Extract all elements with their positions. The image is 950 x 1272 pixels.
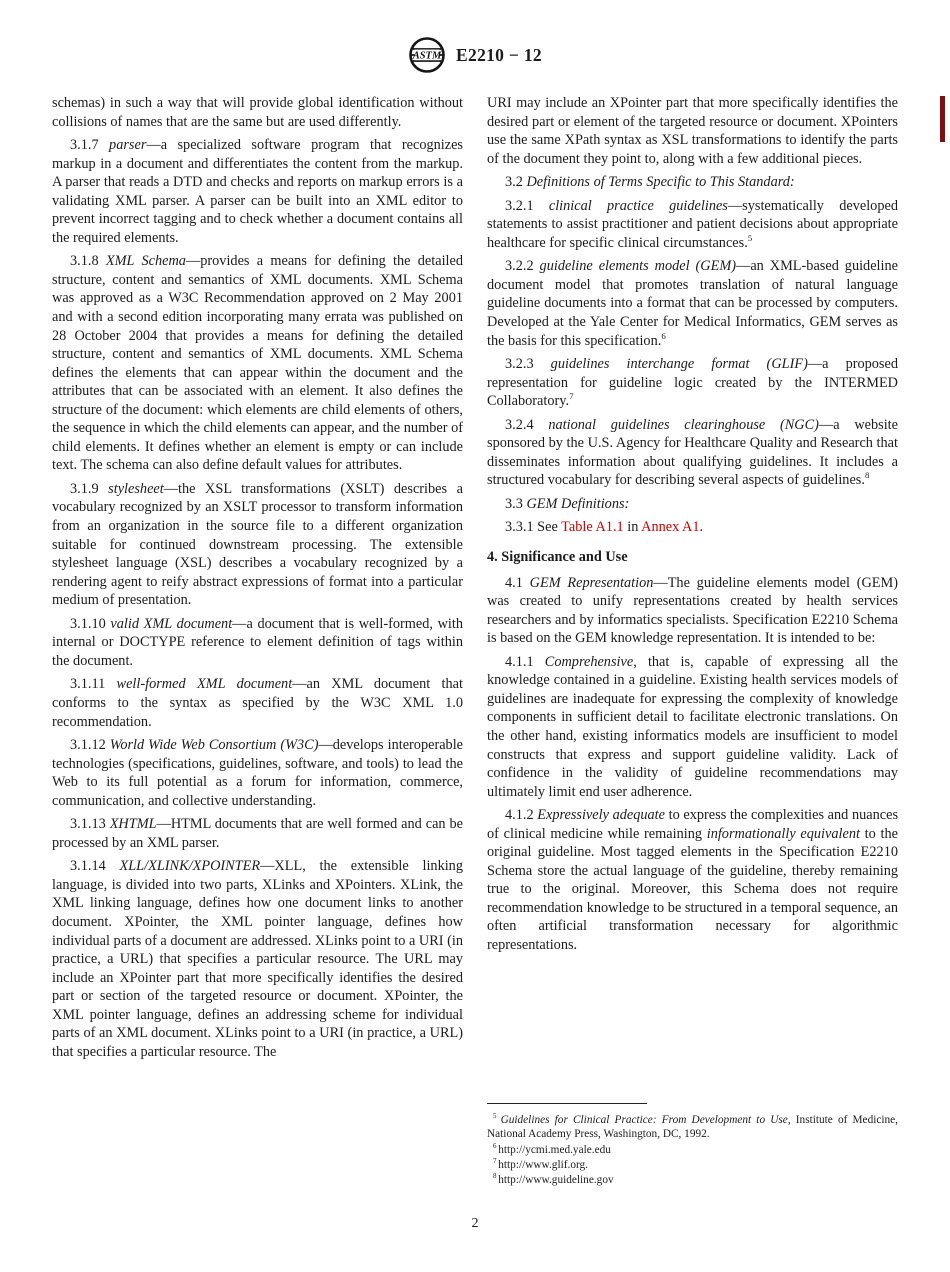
text-run: 3.1.11 [70, 676, 117, 693]
text-run: http://www.guideline.gov [498, 1174, 614, 1187]
page-header [0, 36, 950, 74]
footnote-reference: 8 [864, 470, 870, 481]
paragraph [52, 675, 463, 731]
astm-logo-icon [408, 36, 446, 74]
text-run: 4.1.2 [505, 807, 538, 824]
text-run: 4.1.1 [505, 653, 545, 670]
text-run: parser [109, 137, 147, 154]
text-run: informationally equivalent [706, 825, 860, 842]
footnote-reference: 6 [661, 330, 666, 341]
text-run: 3.1.13 [70, 816, 110, 833]
text-run: national guidelines clearinghouse (NGC) [548, 416, 819, 433]
text-run: in [623, 519, 642, 536]
text-run: Guidelines for Clinical Practice: From Development to Use [500, 1114, 788, 1126]
cross-reference-link[interactable]: Table A1.1 [561, 519, 624, 536]
text-run: —an XML-based guideline document model that promotes translation of natural language guideline documents into a format that can be processed by computers. Developed at the Yale Center for Medical Informatics, GEM serves as the basis for this specification. [487, 258, 898, 349]
paragraph [487, 94, 898, 168]
section-heading [487, 548, 898, 567]
text-run: 3.1.12 [70, 737, 110, 754]
text-run: 3.2 [505, 174, 527, 191]
paragraph [52, 857, 463, 1061]
text-run: 4.1 [505, 574, 530, 591]
standard-designation: E2210 − 12 [456, 44, 542, 65]
text-run: —a proposed representation for guideline logic created by the INTERMED Collaboratory. [487, 356, 898, 410]
text-run: URI may include an XPointer part that more specifically identifies the desired part or element of the targeted resource or document. XPointers use the same XPath syntax as XSL transformations to identify the parts of the document they point to, along with a few additional pieces. [487, 95, 898, 167]
paragraph [487, 416, 898, 490]
text-run: —a website sponsored by the U.S. Agency for Healthcare Quality and Research that disseminates information about qualifying guidelines. It includes a structured vocabulary for describing several aspects of guidelines. [487, 416, 898, 489]
paragraph [487, 806, 898, 954]
page-number: 2 [471, 1216, 479, 1231]
text-run: XML Schema [105, 253, 186, 270]
paragraph [487, 653, 898, 801]
text-run: —the XSL transformations (XSLT) describes a vocabulary recognized by an XSLT processor to transform information from an organization in the source file to a different organization suitable for continued downstream processing. The extensible stylesheet language (XSL) describes a vocabulary recognized by a rendering agent to reify abstract expressions of format into a particular medium of presentation. [52, 480, 463, 609]
cross-reference-link[interactable]: Annex A1 [641, 519, 700, 536]
text-run: stylesheet [108, 480, 164, 497]
text-run: —HTML documents that are well formed and can be processed by an XML parser. [52, 816, 463, 851]
paragraph [487, 197, 898, 253]
text-run: guidelines interchange format (GLIF) [550, 356, 808, 373]
text-run: 3.1.10 [70, 615, 111, 632]
footnote [487, 1113, 898, 1142]
text-run: Comprehensive [544, 653, 634, 670]
text-run: 4. Significance and Use [487, 549, 628, 566]
text-run: 3.1.8 [70, 253, 106, 270]
text-run: XHTML [109, 816, 157, 833]
text-run: , that is, capable of expressing all the knowledge contained in a guideline. Existing health services models of guidelines are inadequate for expressing the complexity of knowledge components in sufficient detail to facilitate electronic translations. On the other hand, existing informatics models are insufficient to model constructs that express and support guideline validity. Lack of confidence in the validity of guideline recommendations may ultimately limit end user adherence. [487, 653, 899, 800]
footnote-reference: 5 [747, 233, 753, 244]
footnote-reference: 6 [493, 1141, 499, 1150]
text-run: GEM Representation [529, 574, 654, 591]
right-column [487, 94, 898, 960]
text-run: XLL/XLINK/XPOINTER [119, 858, 261, 875]
paragraph [52, 136, 463, 247]
text-run: Expressively adequate [537, 807, 665, 824]
paragraph [487, 355, 898, 411]
footnote-rule [487, 1103, 647, 1104]
left-column [52, 94, 463, 1066]
astm-logo-text: ASTM [412, 50, 442, 62]
text-run: 3.2.2 [505, 258, 540, 275]
footnote-reference: 7 [493, 1157, 499, 1166]
footnote-reference: 5 [493, 1112, 501, 1121]
text-run: —The guideline elements model (GEM) was created to unify representations created by health services researchers and by informatics specialists. Specification E2210 Schema is based on the GEM knowledge representation. It is intended to be: [487, 574, 898, 647]
footnote [487, 1143, 898, 1157]
paragraph [487, 574, 898, 648]
paragraph [52, 94, 463, 131]
paragraph [487, 495, 898, 514]
footnote-reference: 8 [493, 1172, 499, 1181]
text-run: —systematically developed statements to assist practitioner and patient decisions about appropriate healthcare for specific clinical circumstances. [487, 197, 898, 251]
text-run: http://ycmi.med.yale.edu [498, 1143, 611, 1156]
text-run: clinical practice guidelines [548, 197, 728, 214]
paragraph [52, 815, 463, 852]
text-run: to express the complexities and nuances of clinical medicine while remaining [487, 807, 899, 842]
paragraph [52, 736, 463, 810]
text-run: 3.1.7 [70, 137, 110, 154]
paragraph [487, 518, 898, 537]
text-run: Definitions of Terms Specific to This Standard: [526, 174, 795, 191]
text-run: 3.3.1 See [505, 519, 562, 536]
paragraph [52, 480, 463, 610]
paragraph [52, 615, 463, 671]
text-run: , Institute of Medicine, National Academy Press, Washington, DC, 1992. [487, 1114, 899, 1141]
paragraph [487, 257, 898, 350]
footnote [487, 1158, 898, 1172]
text-run: schemas) in such a way that will provide global identification without collisions of names that are the same but are used differently. [52, 95, 463, 130]
text-run: valid XML document [110, 615, 233, 632]
change-bar [940, 96, 945, 142]
text-run: . [699, 519, 704, 536]
text-run: 3.2.3 [505, 356, 551, 373]
text-run: well-formed XML document [116, 676, 293, 693]
text-run: to the original guideline. Most tagged elements in the Specification E2210 Schema store the actual language of the guideline, thereby remaining true to the original. Moreover, this Schema does not require recommendation knowledge to be structured in a temporal sequence, an often artificial transformation necessary for algorithmic representations. [487, 825, 898, 953]
text-run: 3.2.1 [505, 197, 549, 214]
footnotes-section [487, 1103, 898, 1188]
text-run: —develops interoperable technologies (specifications, guidelines, software, and tools) to lead the Web to its full potential as a forum for information, commerce, communication, and collective understanding. [52, 737, 464, 809]
text-run: 3.3 [505, 495, 527, 512]
text-run: —a document that is well-formed, with internal or DOCTYPE reference to element definition of tags within the document. [52, 615, 463, 669]
paragraph [52, 252, 463, 475]
text-run: 3.2.4 [505, 416, 549, 433]
text-run: GEM Definitions: [526, 495, 630, 512]
text-run: http://www.glif.org. [498, 1158, 588, 1171]
text-run: 3.1.9 [70, 480, 109, 497]
text-run: —XLL, the extensible linking language, is divided into two parts, XLinks and XPointers. XLink, the XML linking language, defines how one document links to another document. XPointer, the XML pointer language, defines how individual parts of a document are addressed. XLinks point to a URI (in practice, a URL) that specifies a particular resource. The URL may include an XPointer part that more specifically identifies the desired part or section of the targeted resource or document. XPointer, the XML pointer language, defines an addressing scheme for individual parts of an XML document. XLinks point to a URI (in practice, a URL) that specifies a particular resource. The [52, 858, 463, 1060]
footnote [487, 1173, 898, 1187]
text-run: guideline elements model (GEM) [539, 258, 737, 275]
text-run: 3.1.14 [70, 858, 120, 875]
footnotes-list [487, 1113, 898, 1187]
paragraph [487, 173, 898, 192]
text-run: —an XML document that conforms to the syntax as specified by the W3C XML 1.0 recommendation. [52, 676, 463, 730]
text-run: —a specialized software program that recognizes markup in a document and differentiates the content from the markup. A parser that reads a DTD and checks and reports on markup errors is a validating XML parser. A parser can be built into an XML editor to prevent incorrect tagging and to check whether a document contains all the required elements. [52, 137, 463, 246]
text-run: World Wide Web Consortium (W3C) [109, 737, 319, 754]
text-run: —provides a means for defining the detailed structure, content and semantics of XML documents. XML Schema was approved as a W3C Recommendation approved on 2 May 2001 and with a second edition incorporating many errata was published on 28 October 2004 that provides a means for defining the detailed structure, content and semantics of XML documents. XML Schema defines the elements that can appear within the document and the attributes that can be associated with an element. It also defines the structure of the document: which elements are child elements of others, the sequence in which the child elements can appear, and the number of child elements. It defines whether an element is empty or can include text. The schema can also define default values for attributes. [52, 253, 464, 474]
footnote-reference: 7 [569, 391, 574, 402]
